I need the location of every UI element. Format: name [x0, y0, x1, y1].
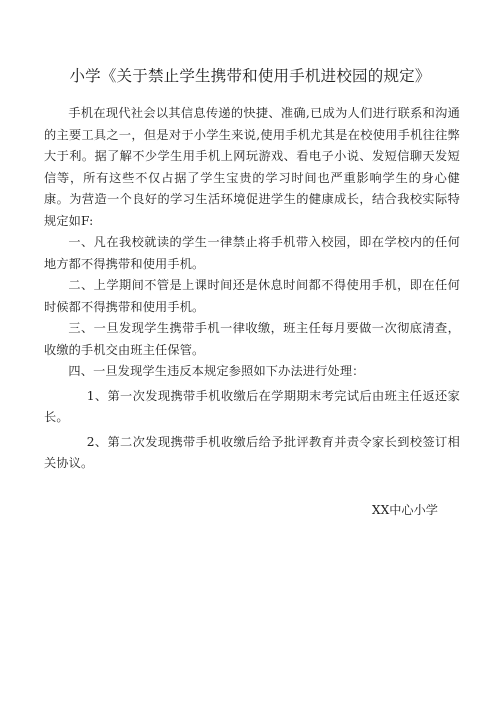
rule-4-paragraph: 四、一旦发现学生违反本规定参照如下办法进行处理：: [68, 364, 365, 378]
intro-paragraph: 手机在现代社会以其信息传递的快捷、准确,已成为人们进行联系和沟通的主要工具之一，但是对于小学生来说,使用手机尤其是在校使用手机往往弊大于利。据了解不少学生用手机上网玩游戏、看电子小说、发短信聊天发短信等，所有这些不仅占据了学生宝贵的学习时间也严重影响学生的身心健康。为营造一个良好的学习生活环境促进学生的健康成长，结合我校实际特规定如F:: [44, 106, 460, 228]
rule-1-paragraph: 一、凡在我校就读的学生一律禁止将手机带入校园，即在学校内的任何地方都不得携带和使用手机。: [44, 235, 460, 271]
document-title: 小学《关于禁止学生携带和使用手机进校园的规定》: [69, 67, 431, 85]
rule-3-paragraph: 三、一旦发现学生携带手机一律收缴，班主任每月要做一次彻底清查，收缴的手机交由班主任保管。: [44, 321, 460, 357]
rule-4-sub-item-2: 2、第二次发现携带手机收缴后给予批评教育并责令家长到校签订相关协议。: [44, 434, 460, 470]
document-body: [44, 103, 460, 475]
rule-2-paragraph: 二、上学期间不管是上课时间还是休息时间都不得使用手机，即在任何时候都不得携带和使用手机。: [44, 278, 460, 314]
rule-4-sub-item-1: 1、第一次发现携带手机收缴后在学期期末考完试后由班主任返还家长。: [44, 388, 460, 424]
school-signature: XX中心小学: [371, 503, 438, 517]
